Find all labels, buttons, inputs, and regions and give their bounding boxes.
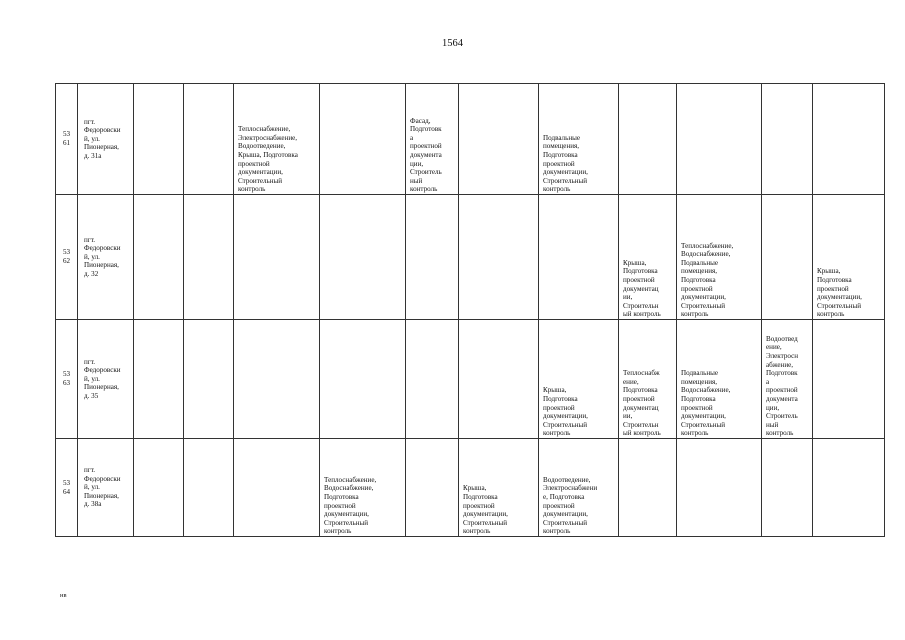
work-cell: Теплоснабжение, Электроснабжение, Водоотведение, Крыша, Подготовка проектной документации, Строительный контроль <box>234 84 320 195</box>
work-cell: Крыша, Подготовка проектной документации, Строительный контроль <box>539 320 619 439</box>
registry-body <box>56 84 885 537</box>
work-cell <box>813 320 885 439</box>
table-row <box>56 320 885 439</box>
work-cell: Подвальные помещения, Водоснабжение, Подготовка проектной документации, Строительный контроль <box>677 320 762 439</box>
work-cell <box>184 84 234 195</box>
work-cell <box>234 439 320 537</box>
work-cell <box>134 195 184 320</box>
work-cell <box>762 84 813 195</box>
work-cell: Водоотведение, Электроснабжени е, Подготовка проектной документации, Строительный контроль <box>539 439 619 537</box>
work-cell <box>320 84 406 195</box>
work-cell <box>762 439 813 537</box>
footer-mark: нв <box>60 592 67 599</box>
work-cell <box>677 439 762 537</box>
address-cell: пгт. Федоровски й, ул. Пионерная, д. 32 <box>78 195 134 320</box>
table-row <box>56 439 885 537</box>
work-cell: Крыша, Подготовка проектной документац ии, Строительн ый контроль <box>619 195 677 320</box>
work-cell <box>234 195 320 320</box>
table-row <box>56 84 885 195</box>
address-cell: пгт. Федоровски й, ул. Пионерная, д. 38а <box>78 439 134 537</box>
work-cell <box>134 320 184 439</box>
work-cell <box>619 439 677 537</box>
row-number-cell: 53 62 <box>56 195 78 320</box>
work-cell <box>134 84 184 195</box>
row-number-cell: 53 64 <box>56 439 78 537</box>
work-cell <box>320 195 406 320</box>
work-cell <box>539 195 619 320</box>
work-cell <box>320 320 406 439</box>
work-cell <box>406 439 459 537</box>
work-cell <box>459 84 539 195</box>
table-row <box>56 195 885 320</box>
work-cell <box>234 320 320 439</box>
work-cell <box>406 320 459 439</box>
work-cell: Крыша, Подготовка проектной документации, Строительный контроль <box>813 195 885 320</box>
address-cell: пгт. Федоровски й, ул. Пионерная, д. 31а <box>78 84 134 195</box>
work-cell <box>762 195 813 320</box>
address-cell: пгт. Федоровски й, ул. Пионерная, д. 35 <box>78 320 134 439</box>
row-number-cell: 53 61 <box>56 84 78 195</box>
work-cell <box>459 195 539 320</box>
page-number: 1564 <box>442 38 463 49</box>
work-cell: Теплоснабжение, Водоснабжение, Подвальные помещения, Подготовка проектной документации, Строительный контроль <box>677 195 762 320</box>
work-cell: Теплоснабжение, Водоснабжение, Подготовка проектной документации, Строительный контроль <box>320 439 406 537</box>
work-cell <box>619 84 677 195</box>
row-number-cell: 53 63 <box>56 320 78 439</box>
work-cell: Подвальные помещения, Подготовка проектной документации, Строительный контроль <box>539 84 619 195</box>
work-cell <box>813 84 885 195</box>
work-cell: Водоотвед ение, Электросн абжение, Подготовк а проектной документа ции, Строитель ный контроль <box>762 320 813 439</box>
work-cell: Теплоснабж ение, Подготовка проектной документац ии, Строительн ый контроль <box>619 320 677 439</box>
work-cell <box>134 439 184 537</box>
work-cell <box>184 320 234 439</box>
work-cell: Фасад, Подготовк а проектной документа ции, Строитель ный контроль <box>406 84 459 195</box>
work-cell <box>459 320 539 439</box>
work-cell <box>677 84 762 195</box>
work-cell <box>184 439 234 537</box>
registry-table <box>55 83 885 537</box>
work-cell: Крыша, Подготовка проектной документации, Строительный контроль <box>459 439 539 537</box>
work-cell <box>184 195 234 320</box>
work-cell <box>813 439 885 537</box>
work-cell <box>406 195 459 320</box>
